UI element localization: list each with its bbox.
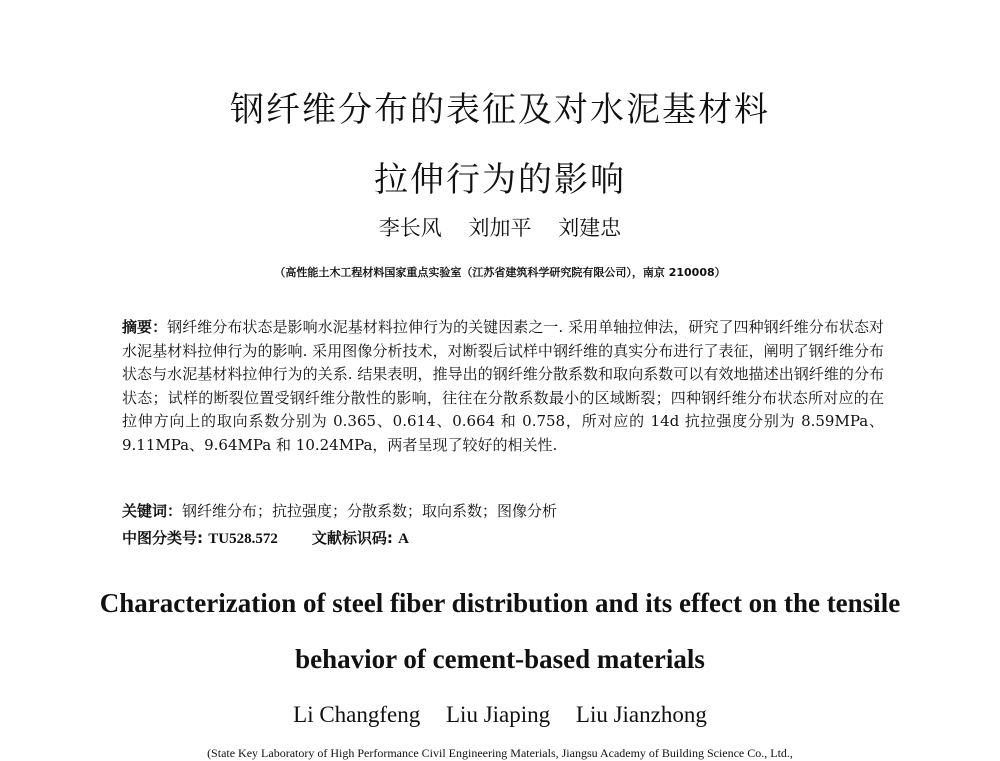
doc-code-label: 文献标识码: (311, 529, 393, 547)
author-cn-1: 李长风 (378, 216, 442, 240)
keywords-text: 钢纤维分布；抗拉强度；分散系数；取向系数；图像分析 (182, 502, 558, 520)
abstract-cn (122, 316, 884, 457)
title-cn-line2: 拉伸行为的影响 (374, 160, 626, 200)
affiliation-cn: （高性能土木工程材料国家重点实验室（江苏省建筑科学研究院有限公司），南京 210008） (274, 266, 726, 279)
author-en-2: Liu Jiaping (446, 702, 551, 727)
authors-en (0, 702, 1000, 728)
author-en-3: Liu Jianzhong (575, 702, 707, 727)
author-cn-2: 刘加平 (468, 216, 532, 240)
author-cn-3: 刘建忠 (558, 216, 622, 240)
authors-cn (0, 212, 1000, 242)
abstract-label: 摘要： (122, 318, 168, 336)
doc-code-value: A (398, 531, 409, 547)
clc-value: TU528.572 (208, 531, 278, 547)
author-en-1: Li Changfeng (293, 702, 421, 727)
title-en-line2: behavior of cement-based materials (295, 644, 705, 674)
abstract-text: 钢纤维分布状态是影响水泥基材料拉伸行为的关键因素之一. 采用单轴拉伸法，研究了四种钢纤维分布状态对水泥基材料拉伸行为的影响. 采用图像分析技术，对断裂后试样中钢纤维的真实分布进行了表征，阐明了钢纤维分布状态与水泥基材料拉伸行为的关系. 结果表明，推导出的钢纤维分散系数和取向系数可以有效地描述出钢纤维的分布状态；试样的断裂位置受钢纤维分散性的影响，往往在分散系数最小的区域断裂；四种钢纤维分布状态所对应的在拉伸方向上的取向系数分别为 0.365、0.614、0.664 和 0.758，所对应的 14d 抗拉强度分别为 8.59MPa、9.11MPa、9.64MPa 和 10.24MPa，两者呈现了较好的相关性. (122, 318, 884, 454)
keywords-cn (122, 500, 884, 521)
title-en-line1: Characterization of steel fiber distribution and its effect on the tensile (99, 588, 901, 618)
title-cn-line1: 钢纤维分布的表征及对水泥基材料 (230, 90, 770, 130)
affiliation-en: (State Key Laboratory of High Performance Civil Engineering Materials, Jiangsu Academy of Building Science Co., Ltd., (207, 746, 793, 760)
classification-line (122, 527, 884, 548)
keywords-label: 关键词： (122, 502, 183, 520)
clc-label: 中图分类号: (122, 529, 203, 547)
